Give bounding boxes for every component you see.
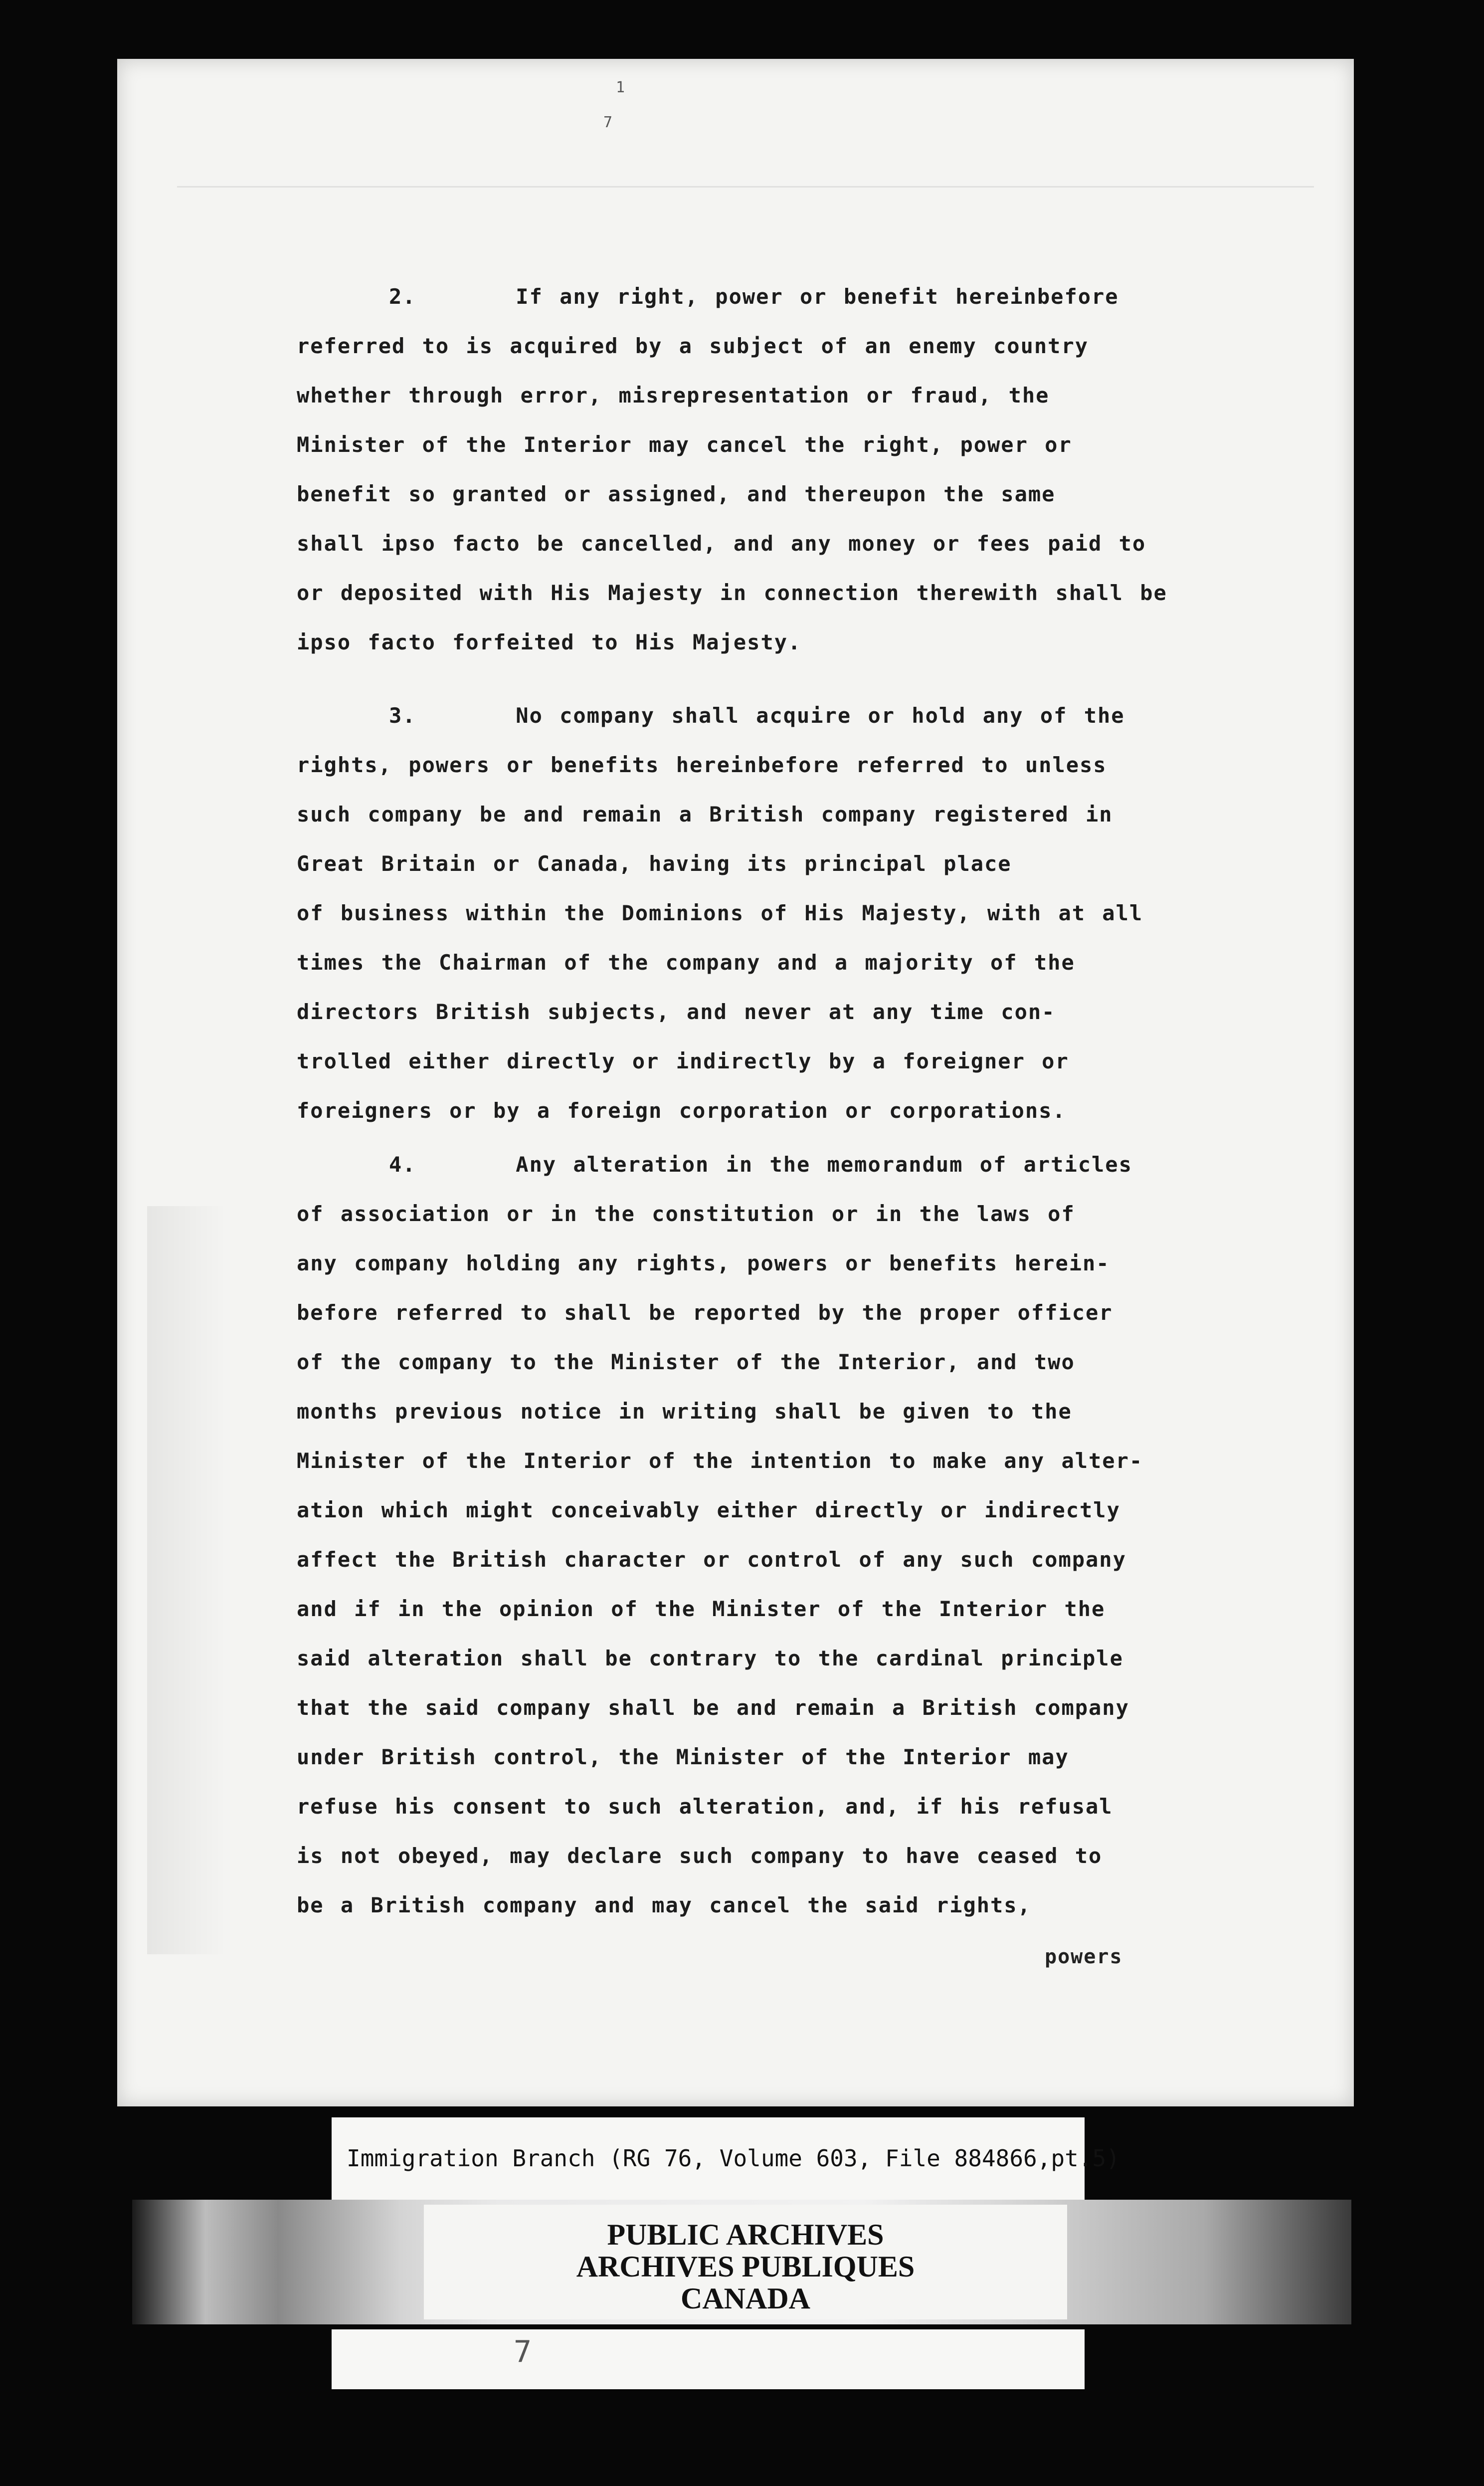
text-line: or deposited with His Majesty in connection therewith shall be xyxy=(297,581,1167,605)
text-line: whether through error, misrepresentation or fraud, the xyxy=(297,383,1050,408)
text-line: said alteration shall be contrary to the cardinal principle xyxy=(297,1646,1123,1670)
bottom-label-strip xyxy=(332,2329,1085,2389)
text-line: 2. If any right, power or benefit hereinbefore xyxy=(389,284,1119,309)
text-line: ation which might conceivably either directly or indirectly xyxy=(297,1498,1120,1522)
top-mark-1: 1 xyxy=(616,79,625,96)
text-line: of business within the Dominions of His Majesty, with at all xyxy=(297,901,1143,925)
text-line: of association or in the constitution or in the laws of xyxy=(297,1202,1075,1226)
stamp-line-1: PUBLIC ARCHIVES xyxy=(607,2218,884,2251)
archive-reference: Immigration Branch (RG 76, Volume 603, File 884866,pt.5) xyxy=(347,2145,1120,2172)
text-line: shall ipso facto be cancelled, and any money or fees paid to xyxy=(297,531,1146,556)
text-line: trolled either directly or indirectly by a foreigner or xyxy=(297,1049,1069,1073)
text-line: and if in the opinion of the Minister of the Interior the xyxy=(297,1597,1106,1621)
text-line: Great Britain or Canada, having its principal place xyxy=(297,851,1012,876)
paragraph-2 xyxy=(297,272,1259,667)
text-line: benefit so granted or assigned, and thereupon the same xyxy=(297,482,1056,506)
archive-reference-label xyxy=(332,2117,1120,2200)
text-line: times the Chairman of the company and a majority of the xyxy=(297,950,1075,975)
stamp-line-3: CANADA xyxy=(681,2282,810,2315)
text-line: affect the British character or control of any such company xyxy=(297,1547,1126,1572)
text-line: such company be and remain a British company registered in xyxy=(297,802,1113,827)
text-line: Minister of the Interior may cancel the right, power or xyxy=(297,432,1072,457)
text-line: foreigners or by a foreign corporation or corporations. xyxy=(297,1098,1066,1123)
archive-stamp xyxy=(424,2205,1067,2319)
paragraph-4 xyxy=(297,1140,1259,1930)
text-line: be a British company and may cancel the said rights, xyxy=(297,1893,1031,1917)
text-line: that the said company shall be and remain a British company xyxy=(297,1695,1129,1720)
bottom-mark: 7 xyxy=(514,2334,532,2369)
text-line: rights, powers or benefits hereinbefore referred to unless xyxy=(297,753,1107,777)
catchword: powers xyxy=(1045,1945,1123,1968)
text-line: of the company to the Minister of the Interior, and two xyxy=(297,1350,1075,1374)
text-line: 4. Any alteration in the memorandum of articles xyxy=(389,1152,1132,1177)
text-line: Minister of the Interior of the intention to make any alter- xyxy=(297,1449,1143,1473)
text-line: ipso facto forfeited to His Majesty. xyxy=(297,630,802,654)
text-line: is not obeyed, may declare such company to have ceased to xyxy=(297,1844,1103,1868)
stamp-line-2: ARCHIVES PUBLIQUES xyxy=(576,2250,915,2283)
text-line: any company holding any rights, powers or benefits herein- xyxy=(297,1251,1110,1275)
text-line: before referred to shall be reported by the proper officer xyxy=(297,1300,1113,1325)
paragraph-3 xyxy=(297,691,1259,1135)
text-line: under British control, the Minister of the Interior may xyxy=(297,1745,1069,1769)
text-line: 3. No company shall acquire or hold any of the xyxy=(389,703,1125,728)
text-line: referred to is acquired by a subject of an enemy country xyxy=(297,334,1089,358)
text-line: months previous notice in writing shall be given to the xyxy=(297,1399,1072,1424)
text-line: refuse his consent to such alteration, and, if his refusal xyxy=(297,1794,1113,1819)
text-line: directors British subjects, and never at any time con- xyxy=(297,1000,1056,1024)
top-mark-2: 7 xyxy=(603,114,613,131)
